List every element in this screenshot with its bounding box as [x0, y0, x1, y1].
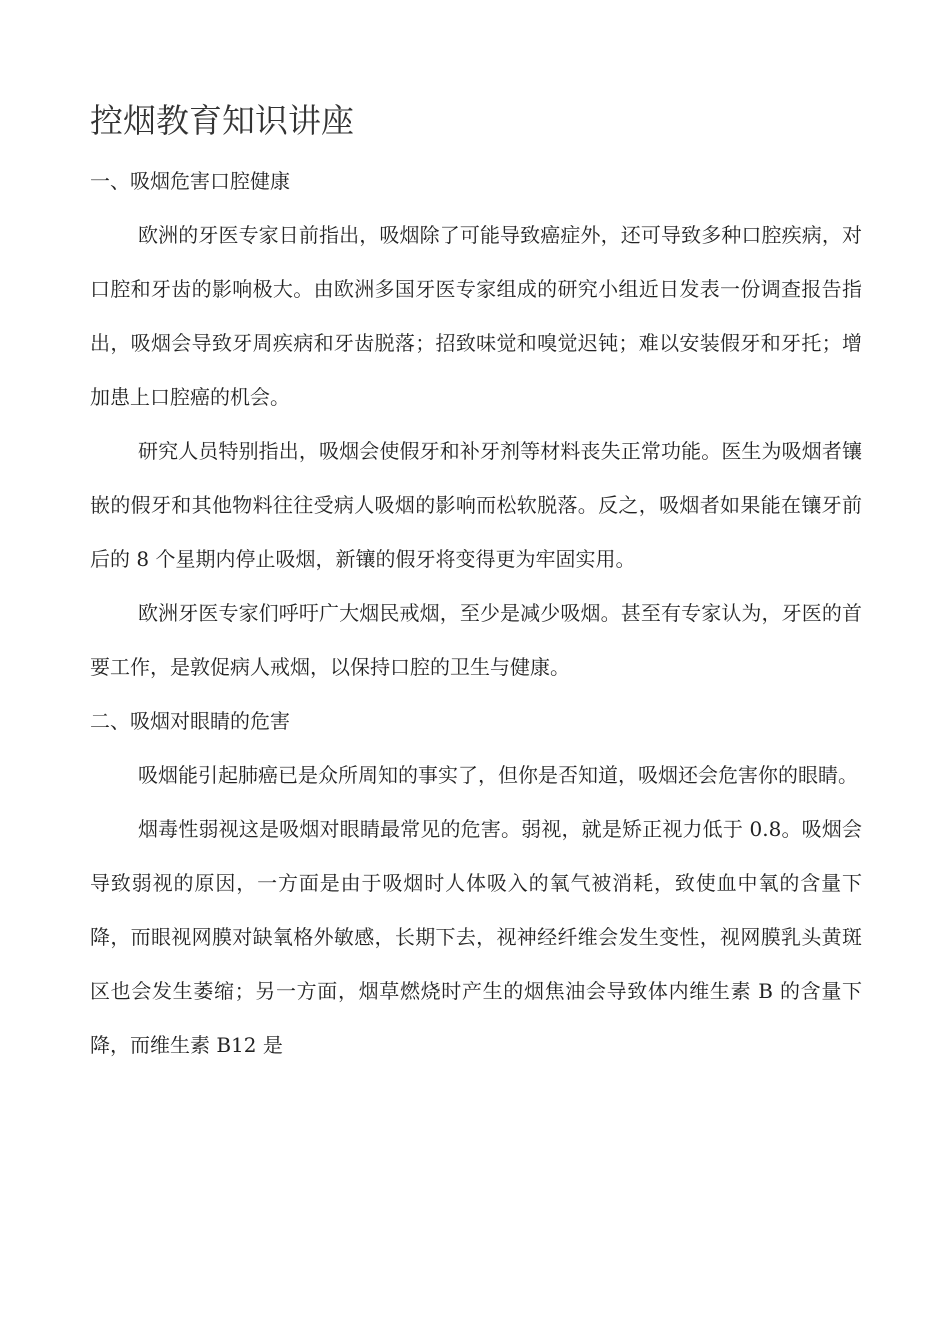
paragraph: 欧洲牙医专家们呼吁广大烟民戒烟，至少是减少吸烟。甚至有专家认为，牙医的首要工作，是敦促病人戒烟，以保持口腔的卫生与健康。 — [90, 601, 862, 679]
section-eye-health — [90, 694, 862, 1072]
paragraph: 吸烟能引起肺癌已是众所周知的事实了，但你是否知道，吸烟还会危害你的眼睛。 — [138, 763, 858, 787]
section-heading: 二、吸烟对眼睛的危害 — [90, 709, 290, 733]
paragraph: 欧洲的牙医专家日前指出，吸烟除了可能导致癌症外，还可导致多种口腔疾病，对口腔和牙齿的影响极大。由欧洲多国牙医专家组成的研究小组近日发表一份调查报告指出，吸烟会导致牙周疾病和牙齿脱落；招致味觉和嗅觉迟钝；难以安装假牙和牙托；增加患上口腔癌的机会。 — [90, 223, 862, 409]
section-heading: 一、吸烟危害口腔健康 — [90, 169, 290, 193]
paragraph: 研究人员特别指出，吸烟会使假牙和补牙剂等材料丧失正常功能。医生为吸烟者镶嵌的假牙和其他物料往往受病人吸烟的影响而松软脱落。反之，吸烟者如果能在镶牙前后的 8 个星期内停止吸烟，新镶的假牙将变得更为牢固实用。 — [90, 439, 862, 571]
document-title: 控烟教育知识讲座 — [90, 101, 354, 140]
section-oral-health — [90, 154, 862, 694]
document-page — [90, 96, 862, 1072]
paragraph: 烟毒性弱视这是吸烟对眼睛最常见的危害。弱视，就是矫正视力低于 0.8。吸烟会导致弱视的原因，一方面是由于吸烟时人体吸入的氧气被消耗，致使血中氧的含量下降，而眼视网膜对缺氧格外敏感，长期下去，视神经纤维会发生变性，视网膜乳头黄斑区也会发生萎缩；另一方面，烟草燃烧时产生的烟焦油会导致体内维生素 B 的含量下降，而维生素 B12 是 — [90, 817, 862, 1057]
